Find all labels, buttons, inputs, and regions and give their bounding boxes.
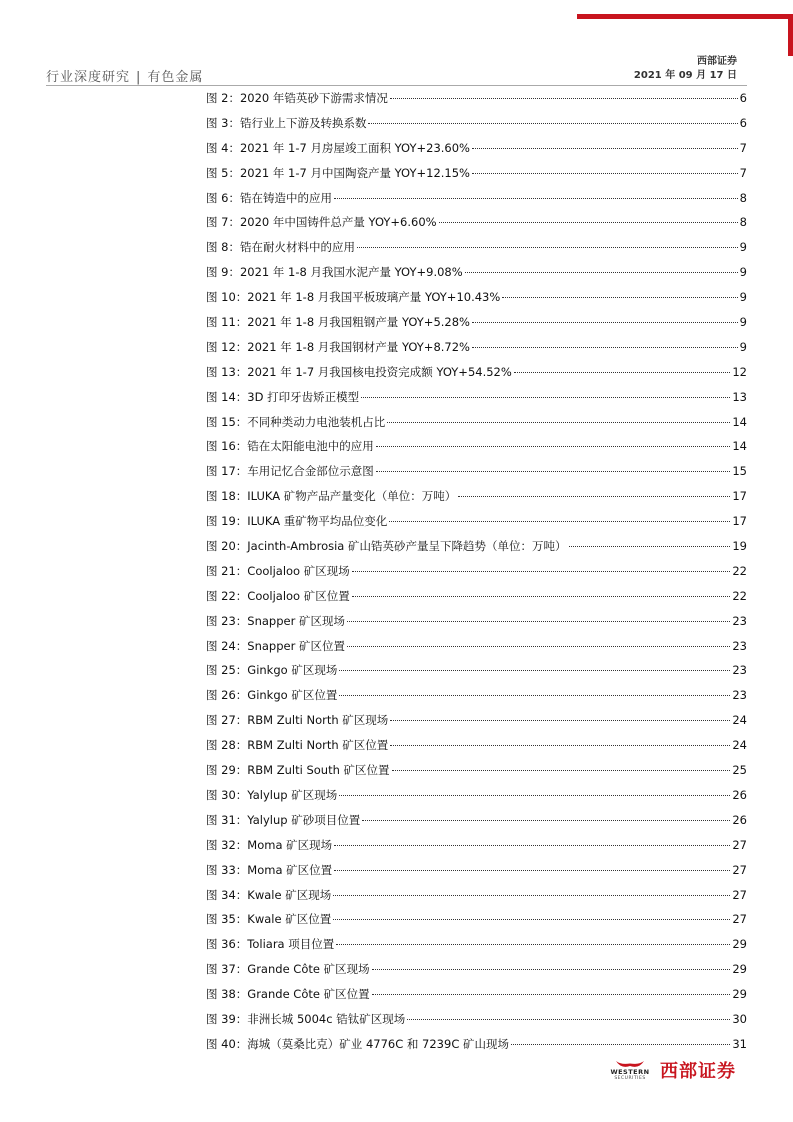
toc-entry[interactable] bbox=[206, 111, 747, 136]
toc-entry-page: 17 bbox=[732, 489, 747, 504]
toc-entry-page: 27 bbox=[732, 862, 747, 877]
toc-entry-page: 27 bbox=[732, 912, 747, 927]
toc-entry[interactable] bbox=[206, 858, 747, 883]
toc-entry-label: 图 9：2021 年 1-8 月我国水泥产量 YOY+9.08% bbox=[206, 265, 463, 280]
toc-entry-page: 23 bbox=[732, 663, 747, 678]
toc-entry-page: 25 bbox=[732, 763, 747, 778]
toc-entry-label: 图 34：Kwale 矿区现场 bbox=[206, 887, 332, 902]
toc-entry-page: 8 bbox=[739, 190, 747, 205]
toc-entry-page: 23 bbox=[732, 638, 747, 653]
toc-entry-page: 6 bbox=[739, 115, 747, 130]
toc-entry[interactable] bbox=[206, 1032, 747, 1057]
toc-entry-page: 26 bbox=[732, 787, 747, 802]
toc-entry-page: 9 bbox=[739, 240, 747, 255]
toc-entry-page: 9 bbox=[739, 339, 747, 354]
toc-entry[interactable] bbox=[206, 808, 747, 833]
toc-entry-page: 17 bbox=[732, 514, 747, 529]
toc-entry-label: 图 26：Ginkgo 矿区位置 bbox=[206, 688, 338, 703]
toc-entry-page: 31 bbox=[732, 1036, 747, 1051]
toc-entry[interactable] bbox=[206, 883, 747, 908]
toc-leader-dots bbox=[472, 148, 738, 149]
toc-entry-label: 图 14：3D 打印牙齿矫正模型 bbox=[206, 389, 360, 404]
toc-entry-page: 29 bbox=[732, 962, 747, 977]
toc-entry-page: 12 bbox=[732, 364, 747, 379]
logo-en-securities: SECURITIES bbox=[614, 1075, 646, 1081]
toc-entry-page: 9 bbox=[739, 265, 747, 280]
toc-entry[interactable] bbox=[206, 907, 747, 932]
toc-entry[interactable] bbox=[206, 534, 747, 559]
toc-entry-page: 22 bbox=[732, 588, 747, 603]
toc-entry[interactable] bbox=[206, 609, 747, 634]
toc-leader-dots bbox=[472, 173, 738, 174]
toc-leader-dots bbox=[347, 621, 730, 622]
toc-entry-label: 图 20：Jacinth-Ambrosia 矿山锆英砂产量呈下降趋势（单位：万吨） bbox=[206, 539, 567, 554]
footer-logo bbox=[606, 1058, 736, 1082]
toc-entry-label: 图 33：Moma 矿区位置 bbox=[206, 862, 333, 877]
toc-leader-dots bbox=[372, 969, 731, 970]
toc-leader-dots bbox=[339, 695, 730, 696]
toc-entry-label: 图 28：RBM Zulti North 矿区位置 bbox=[206, 738, 389, 753]
toc-leader-dots bbox=[569, 546, 731, 547]
toc-entry-label: 图 24：Snapper 矿区位置 bbox=[206, 638, 345, 653]
toc-entry[interactable] bbox=[206, 459, 747, 484]
toc-entry[interactable] bbox=[206, 335, 747, 360]
toc-leader-dots bbox=[368, 123, 737, 124]
toc-entry[interactable] bbox=[206, 833, 747, 858]
toc-entry-page: 14 bbox=[732, 439, 747, 454]
toc-entry-label: 图 36：Toliara 项目位置 bbox=[206, 937, 335, 952]
header-separator: | bbox=[136, 70, 142, 85]
toc-entry[interactable] bbox=[206, 210, 747, 235]
toc-leader-dots bbox=[334, 870, 730, 871]
toc-leader-dots bbox=[352, 571, 731, 572]
toc-leader-dots bbox=[392, 770, 731, 771]
toc-leader-dots bbox=[376, 446, 731, 447]
toc-leader-dots bbox=[334, 845, 730, 846]
toc-entry-page: 15 bbox=[732, 464, 747, 479]
toc-leader-dots bbox=[339, 795, 730, 796]
toc-entry[interactable] bbox=[206, 982, 747, 1007]
figure-toc-list bbox=[206, 86, 747, 1057]
toc-entry-page: 9 bbox=[739, 315, 747, 330]
toc-entry-label: 图 30：Yalylup 矿区现场 bbox=[206, 787, 338, 802]
toc-entry-label: 图 25：Ginkgo 矿区现场 bbox=[206, 663, 338, 678]
toc-entry-page: 27 bbox=[732, 887, 747, 902]
toc-entry[interactable] bbox=[206, 658, 747, 683]
toc-entry-label: 图 4：2021 年 1-7 月房屋竣工面积 YOY+23.60% bbox=[206, 140, 470, 155]
toc-entry-page: 30 bbox=[732, 1011, 747, 1026]
toc-entry-page: 26 bbox=[732, 812, 747, 827]
toc-entry-label: 图 32：Moma 矿区现场 bbox=[206, 837, 333, 852]
toc-leader-dots bbox=[390, 720, 730, 721]
toc-entry[interactable] bbox=[206, 385, 747, 410]
sector-name: 有色金属 bbox=[147, 70, 204, 85]
logo-en-western: WESTERN bbox=[610, 1067, 650, 1076]
toc-entry-page: 23 bbox=[732, 688, 747, 703]
toc-leader-dots bbox=[389, 521, 730, 522]
toc-entry-label: 图 31：Yalylup 矿砂项目位置 bbox=[206, 812, 361, 827]
toc-entry-page: 6 bbox=[739, 91, 747, 105]
toc-entry-page: 7 bbox=[739, 140, 747, 155]
toc-leader-dots bbox=[387, 422, 730, 423]
toc-leader-dots bbox=[336, 944, 730, 945]
toc-entry[interactable] bbox=[206, 186, 747, 211]
toc-entry-label: 图 13：2021 年 1-7 月我国核电投资完成额 YOY+54.52% bbox=[206, 364, 512, 379]
toc-leader-dots bbox=[390, 98, 738, 99]
toc-entry-label: 图 22：Cooljaloo 矿区位置 bbox=[206, 588, 350, 603]
toc-leader-dots bbox=[357, 247, 738, 248]
toc-entry-label: 图 15：不同种类动力电池装机占比 bbox=[206, 414, 386, 429]
toc-entry[interactable] bbox=[206, 484, 747, 509]
toc-entry-label: 图 40：海城（莫桑比克）矿业 4776C 和 7239C 矿山现场 bbox=[206, 1036, 510, 1051]
toc-entry[interactable] bbox=[206, 310, 747, 335]
toc-leader-dots bbox=[458, 496, 730, 497]
toc-entry-label: 图 35：Kwale 矿区位置 bbox=[206, 912, 332, 927]
toc-entry[interactable] bbox=[206, 410, 747, 435]
toc-entry-label: 图 29：RBM Zulti South 矿区位置 bbox=[206, 763, 390, 778]
toc-entry[interactable] bbox=[206, 235, 747, 260]
toc-leader-dots bbox=[334, 198, 738, 199]
toc-entry-label: 图 11：2021 年 1-8 月我国粗钢产量 YOY+5.28% bbox=[206, 315, 470, 330]
toc-entry[interactable] bbox=[206, 584, 747, 609]
toc-entry-label: 图 8：锆在耐火材料中的应用 bbox=[206, 240, 355, 255]
toc-entry-label: 图 5：2021 年 1-7 月中国陶瓷产量 YOY+12.15% bbox=[206, 165, 470, 180]
toc-entry[interactable] bbox=[206, 683, 747, 708]
toc-entry[interactable] bbox=[206, 559, 747, 584]
toc-entry[interactable] bbox=[206, 783, 747, 808]
toc-entry-label: 图 17：车用记忆合金部位示意图 bbox=[206, 464, 374, 479]
toc-entry-page: 24 bbox=[732, 738, 747, 753]
toc-leader-dots bbox=[465, 272, 738, 273]
toc-entry[interactable] bbox=[206, 932, 747, 957]
toc-entry-label: 图 27：RBM Zulti North 矿区现场 bbox=[206, 713, 389, 728]
toc-entry[interactable] bbox=[206, 260, 747, 285]
header-accent-vertical-bar bbox=[788, 14, 793, 56]
toc-leader-dots bbox=[352, 596, 731, 597]
toc-entry-page: 13 bbox=[732, 389, 747, 404]
toc-leader-dots bbox=[372, 994, 731, 995]
toc-entry[interactable] bbox=[206, 758, 747, 783]
header-accent-bar bbox=[577, 14, 793, 19]
report-type: 行业深度研究 bbox=[46, 70, 131, 85]
toc-leader-dots bbox=[407, 1019, 730, 1020]
toc-entry-label: 图 2：2020 年锆英砂下游需求情况 bbox=[206, 91, 388, 105]
toc-leader-dots bbox=[333, 895, 730, 896]
toc-leader-dots bbox=[472, 347, 738, 348]
toc-entry[interactable] bbox=[206, 708, 747, 733]
toc-entry-label: 图 39：非洲长城 5004c 锆钛矿区现场 bbox=[206, 1011, 406, 1026]
toc-entry-label: 图 38：Grande Côte 矿区位置 bbox=[206, 987, 370, 1002]
toc-entry[interactable] bbox=[206, 634, 747, 659]
toc-leader-dots bbox=[514, 372, 731, 373]
toc-entry-page: 7 bbox=[739, 165, 747, 180]
toc-entry-page: 22 bbox=[732, 563, 747, 578]
logo-emblem bbox=[606, 1060, 654, 1081]
toc-entry[interactable] bbox=[206, 161, 747, 186]
toc-entry-label: 图 16：锆在太阳能电池中的应用 bbox=[206, 439, 374, 454]
logo-cn-name: 西部证券 bbox=[660, 1061, 736, 1082]
toc-leader-dots bbox=[472, 322, 738, 323]
toc-leader-dots bbox=[339, 670, 730, 671]
toc-entry-page: 9 bbox=[739, 290, 747, 305]
toc-entry-label: 图 18：ILUKA 矿物产品产量变化（单位：万吨） bbox=[206, 489, 457, 504]
toc-entry-page: 14 bbox=[732, 414, 747, 429]
toc-entry-page: 24 bbox=[732, 713, 747, 728]
toc-entry-page: 19 bbox=[732, 539, 747, 554]
toc-entry-label: 图 19：ILUKA 重矿物平均品位变化 bbox=[206, 514, 388, 529]
toc-leader-dots bbox=[502, 297, 737, 298]
header-category bbox=[46, 66, 203, 85]
toc-leader-dots bbox=[439, 222, 738, 223]
toc-entry[interactable] bbox=[206, 509, 747, 534]
toc-leader-dots bbox=[333, 919, 730, 920]
toc-entry-label: 图 12：2021 年 1-8 月我国钢材产量 YOY+8.72% bbox=[206, 339, 470, 354]
toc-entry[interactable] bbox=[206, 285, 747, 310]
toc-entry-label: 图 3：锆行业上下游及转换系数 bbox=[206, 115, 367, 130]
toc-leader-dots bbox=[361, 397, 730, 398]
toc-leader-dots bbox=[376, 471, 731, 472]
toc-entry[interactable] bbox=[206, 733, 747, 758]
toc-entry-page: 29 bbox=[732, 937, 747, 952]
toc-leader-dots bbox=[362, 820, 730, 821]
toc-entry-label: 图 7：2020 年中国铸件总产量 YOY+6.60% bbox=[206, 215, 437, 230]
toc-entry-label: 图 21：Cooljaloo 矿区现场 bbox=[206, 563, 350, 578]
toc-entry-page: 29 bbox=[732, 987, 747, 1002]
toc-entry-label: 图 6：锆在铸造中的应用 bbox=[206, 190, 332, 205]
toc-entry[interactable] bbox=[206, 136, 747, 161]
toc-entry-label: 图 10：2021 年 1-8 月我国平板玻璃产量 YOY+10.43% bbox=[206, 290, 501, 305]
toc-entry-page: 8 bbox=[739, 215, 747, 230]
report-date: 2021 年 09 月 17 日 bbox=[633, 70, 737, 81]
toc-leader-dots bbox=[347, 646, 730, 647]
toc-entry-page: 27 bbox=[732, 837, 747, 852]
toc-entry[interactable] bbox=[206, 1007, 747, 1032]
toc-entry-page: 23 bbox=[732, 613, 747, 628]
toc-entry[interactable] bbox=[206, 360, 747, 385]
toc-entry-label: 图 23：Snapper 矿区现场 bbox=[206, 613, 345, 628]
toc-entry[interactable] bbox=[206, 434, 747, 459]
toc-entry[interactable] bbox=[206, 957, 747, 982]
toc-entry[interactable] bbox=[206, 86, 747, 111]
toc-leader-dots bbox=[390, 745, 730, 746]
toc-leader-dots bbox=[511, 1044, 730, 1045]
toc-entry-label: 图 37：Grande Côte 矿区现场 bbox=[206, 962, 370, 977]
header-brand: 西部证券 bbox=[697, 56, 737, 67]
